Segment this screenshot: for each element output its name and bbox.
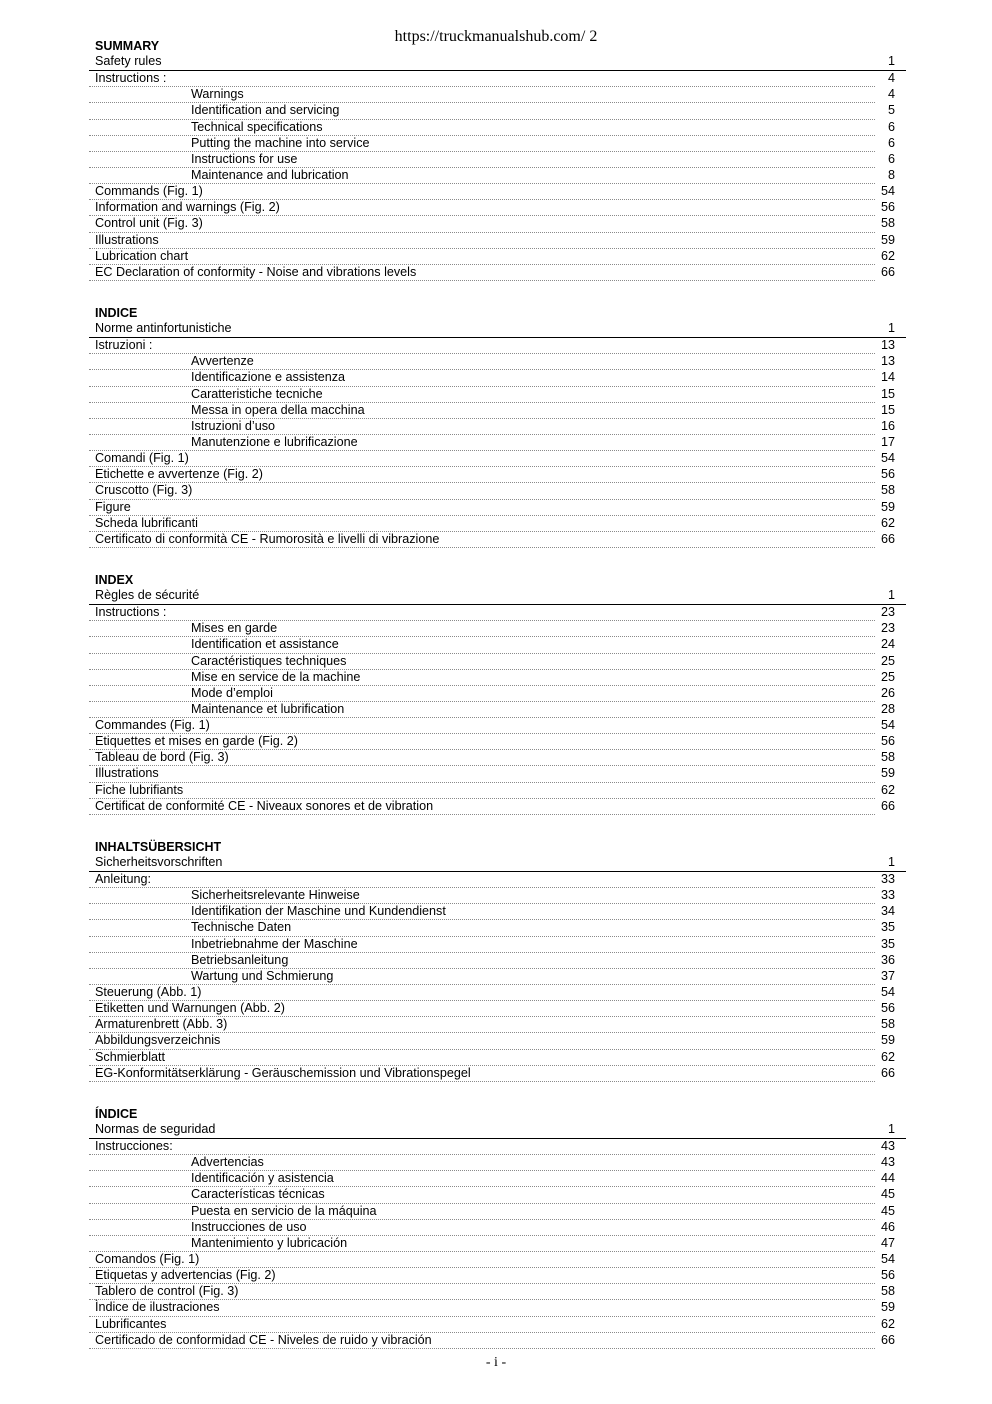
toc-entry: [89, 953, 906, 969]
toc-entry-page: 56: [880, 1001, 895, 1016]
toc-entry-page: 45: [880, 1187, 895, 1202]
table-of-contents: [89, 37, 906, 1372]
toc-entry: [89, 387, 906, 403]
toc-entry: [89, 249, 906, 265]
toc-entry: [89, 370, 906, 386]
toc-entry: [89, 1252, 906, 1268]
toc-entry: [89, 1236, 906, 1252]
toc-entry-label: Scheda lubrificanti: [95, 515, 198, 530]
toc-section: [89, 304, 906, 548]
section-title: INDICE: [95, 305, 138, 320]
toc-entry-label: Schmierblatt: [95, 1049, 165, 1064]
toc-entry: [89, 1066, 906, 1082]
toc-entry: [89, 605, 906, 621]
toc-entry-page: 58: [880, 1284, 895, 1299]
toc-entry-label: Figure: [95, 499, 131, 514]
toc-entry: [89, 532, 906, 548]
toc-entry: [89, 888, 906, 904]
toc-entry-label: Lubrication chart: [95, 248, 189, 263]
toc-entry: [89, 1122, 906, 1139]
dotted-leader: [89, 280, 875, 281]
toc-entry: [89, 1050, 906, 1066]
toc-entry-label: Instrucciones:: [95, 1139, 173, 1154]
toc-entry: [89, 1284, 906, 1300]
toc-entry-label: Instructions :: [95, 605, 167, 620]
toc-entry-page: 6: [887, 119, 895, 134]
toc-entry-label: Commandes (Fig. 1): [95, 718, 210, 733]
toc-entry-label: Messa in opera della macchina: [191, 402, 365, 417]
toc-entry: [89, 403, 906, 419]
toc-entry-label: Maintenance and lubrication: [191, 167, 349, 182]
toc-entry-label: Putting the machine into service: [191, 135, 370, 150]
page-number-footer: - i -: [485, 1355, 507, 1370]
toc-entry-page: 43: [880, 1155, 895, 1170]
toc-entry: [89, 120, 906, 136]
toc-entry-label: Wartung und Schmierung: [191, 968, 334, 983]
toc-entry-page: 59: [880, 232, 895, 247]
toc-section: [89, 1105, 906, 1349]
toc-entry-page: 35: [880, 920, 895, 935]
toc-entry: [89, 321, 906, 338]
toc-entry: [89, 419, 906, 435]
toc-entry-label: Etichette e avvertenze (Fig. 2): [95, 467, 263, 482]
toc-entry-label: Technical specifications: [191, 119, 323, 134]
toc-entry-label: Tableau de bord (Fig. 3): [95, 750, 229, 765]
toc-entry: [89, 136, 906, 152]
toc-entry: [89, 855, 906, 872]
toc-entry-label: Anleitung:: [95, 872, 152, 887]
toc-entry-label: Information and warnings (Fig. 2): [95, 200, 280, 215]
toc-entry: [89, 1017, 906, 1033]
toc-entry: [89, 200, 906, 216]
toc-entry-label: Mises en garde: [191, 621, 278, 636]
toc-entry-label: Identificación y asistencia: [191, 1171, 334, 1186]
toc-entry-page: 56: [880, 734, 895, 749]
toc-entry-label: Puesta en servicio de la máquina: [191, 1203, 377, 1218]
toc-entry-page: 37: [880, 968, 895, 983]
toc-entry: [89, 904, 906, 920]
toc-entry-page: 66: [880, 798, 895, 813]
toc-entry: [89, 783, 906, 799]
toc-entry-page: 59: [880, 1300, 895, 1315]
toc-entry-label: Ìndice de ilustraciones: [95, 1300, 220, 1315]
toc-entry-page: 66: [880, 1065, 895, 1080]
section-title: INHALTSÜBERSICHT: [95, 839, 222, 854]
toc-entry: [89, 1220, 906, 1236]
toc-entry-page: 1: [887, 320, 895, 335]
toc-entry-label: Warnings: [191, 87, 244, 102]
toc-entry-label: Maintenance et lubrification: [191, 701, 345, 716]
section-title: SUMMARY: [95, 39, 160, 53]
toc-entry-page: 1: [887, 587, 895, 602]
toc-entry: [89, 1001, 906, 1017]
toc-entry-label: Instructions for use: [191, 151, 298, 166]
toc-entry-page: 33: [880, 872, 895, 887]
toc-entry-label: Manutenzione e lubrificazione: [191, 434, 358, 449]
toc-entry-label: Control unit (Fig. 3): [95, 216, 203, 231]
toc-entry-label: EG-Konformitätserklärung - Geräuschemission und Vibrationspegel: [95, 1065, 471, 1080]
toc-entry-page: 5: [887, 103, 895, 118]
toc-entry-page: 58: [880, 483, 895, 498]
header-url[interactable]: https://truckmanualshub.com/ 2: [394, 28, 598, 45]
toc-entry-page: 56: [880, 467, 895, 482]
toc-entry-label: Comandi (Fig. 1): [95, 451, 189, 466]
toc-entry-label: Etiketten und Warnungen (Abb. 2): [95, 1001, 285, 1016]
toc-entry-page: 8: [887, 167, 895, 182]
toc-entry-page: 23: [880, 621, 895, 636]
toc-entry-label: Abbildungsverzeichnis: [95, 1033, 221, 1048]
toc-entry-page: 26: [880, 685, 895, 700]
toc-entry: [89, 969, 906, 985]
toc-entry: [89, 338, 906, 354]
toc-entry-label: Identifikation der Maschine und Kundendienst: [191, 904, 446, 919]
toc-section: [89, 838, 906, 1082]
toc-entry-page: 62: [880, 1049, 895, 1064]
toc-entry-page: 43: [880, 1139, 895, 1154]
toc-entry: [89, 216, 906, 232]
toc-entry-page: 25: [880, 653, 895, 668]
toc-entry: [89, 1300, 906, 1316]
toc-entry-page: 34: [880, 904, 895, 919]
toc-entry-label: EC Declaration of conformity - Noise and vibrations levels: [95, 264, 417, 279]
toc-entry: [89, 435, 906, 451]
toc-entry: [89, 920, 906, 936]
toc-entry: [89, 686, 906, 702]
toc-entry-label: Sicherheitsrelevante Hinweise: [191, 888, 360, 903]
toc-entry-page: 54: [880, 184, 895, 199]
toc-entry-page: 59: [880, 766, 895, 781]
toc-entry: [89, 621, 906, 637]
toc-entry: [89, 734, 906, 750]
toc-entry: [89, 702, 906, 718]
toc-entry-page: 56: [880, 1268, 895, 1283]
toc-entry-page: 6: [887, 135, 895, 150]
toc-section: [89, 37, 906, 281]
toc-entry-page: 17: [880, 434, 895, 449]
toc-entry-label: Identificazione e assistenza: [191, 370, 346, 385]
toc-entry-label: Sicherheitsvorschriften: [95, 854, 223, 869]
toc-entry-label: Normas de seguridad: [95, 1121, 216, 1136]
toc-entry-label: Tablero de control (Fig. 3): [95, 1284, 239, 1299]
toc-entry-label: Armaturenbrett (Abb. 3): [95, 1017, 228, 1032]
toc-entry-label: Instrucciones de uso: [191, 1219, 307, 1234]
toc-entry: [89, 637, 906, 653]
toc-entry-label: Istruzioni d’uso: [191, 418, 275, 433]
toc-entry-label: Etiquetas y advertencias (Fig. 2): [95, 1268, 276, 1283]
toc-entry-page: 15: [880, 402, 895, 417]
toc-entry-label: Identification and servicing: [191, 103, 340, 118]
toc-entry-label: Mantenimiento y lubricación: [191, 1235, 348, 1250]
toc-entry: [89, 500, 906, 516]
dotted-leader: [89, 1348, 875, 1349]
dotted-leader: [89, 1081, 875, 1082]
toc-entry-page: 16: [880, 418, 895, 433]
toc-entry-page: 28: [880, 701, 895, 716]
toc-entry-page: 66: [880, 531, 895, 546]
toc-entry-page: 14: [880, 370, 895, 385]
toc-entry: [89, 588, 906, 605]
toc-entry-page: 1: [887, 854, 895, 869]
toc-entry-label: Etiquettes et mises en garde (Fig. 2): [95, 734, 298, 749]
toc-entry: [89, 1187, 906, 1203]
toc-entry-page: 58: [880, 1017, 895, 1032]
toc-entry-label: Instructions :: [95, 71, 167, 86]
toc-entry: [89, 985, 906, 1001]
toc-entry: [89, 467, 906, 483]
toc-entry: [89, 168, 906, 184]
toc-entry: [89, 872, 906, 888]
toc-entry-page: 66: [880, 1332, 895, 1347]
toc-entry-label: Règles de sécurité: [95, 587, 200, 602]
toc-entry-page: 62: [880, 515, 895, 530]
section-title: INDEX: [95, 572, 134, 587]
toc-entry-page: 54: [880, 451, 895, 466]
toc-entry-label: Caratteristiche tecniche: [191, 386, 323, 401]
toc-entry-page: 1: [887, 54, 895, 68]
toc-entry: [89, 152, 906, 168]
toc-entry-label: Mise en service de la machine: [191, 669, 361, 684]
toc-entry-label: Cruscotto (Fig. 3): [95, 483, 193, 498]
toc-entry-page: 47: [880, 1235, 895, 1250]
toc-entry-label: Caractéristiques techniques: [191, 653, 347, 668]
toc-entry-page: 59: [880, 1033, 895, 1048]
toc-entry: [89, 1033, 906, 1049]
toc-entry: [89, 265, 906, 281]
toc-entry-label: Illustrations: [95, 766, 159, 781]
toc-entry-page: 35: [880, 936, 895, 951]
toc-entry: [89, 766, 906, 782]
dotted-leader: [89, 814, 875, 815]
toc-entry-label: Illustrations: [95, 232, 159, 247]
toc-entry-page: 44: [880, 1171, 895, 1186]
toc-entry-page: 54: [880, 718, 895, 733]
toc-entry-page: 56: [880, 200, 895, 215]
toc-entry-page: 33: [880, 888, 895, 903]
toc-entry-page: 4: [887, 87, 895, 102]
toc-entry-label: Norme antinfortunistiche: [95, 320, 232, 335]
toc-entry-label: Avvertenze: [191, 354, 254, 369]
toc-entry-label: Betriebsanleitung: [191, 952, 289, 967]
toc-entry-page: 54: [880, 985, 895, 1000]
toc-entry-page: 24: [880, 637, 895, 652]
toc-entry-label: Mode d’emploi: [191, 685, 273, 700]
section-title: ÍNDICE: [95, 1106, 138, 1121]
toc-entry: [89, 87, 906, 103]
toc-entry-page: 23: [880, 605, 895, 620]
toc-entry-page: 25: [880, 669, 895, 684]
toc-entry-page: 62: [880, 782, 895, 797]
toc-entry: [89, 750, 906, 766]
toc-entry-label: Commands (Fig. 1): [95, 184, 203, 199]
toc-entry: [89, 1171, 906, 1187]
toc-entry: [89, 718, 906, 734]
toc-entry: [89, 654, 906, 670]
toc-entry-label: Comandos (Fig. 1): [95, 1252, 200, 1266]
toc-entry-page: 4: [887, 71, 895, 86]
toc-entry-page: 15: [880, 386, 895, 401]
toc-entry: [89, 670, 906, 686]
toc-entry-page: 66: [880, 264, 895, 279]
toc-entry-page: 13: [880, 354, 895, 369]
toc-entry: [89, 1204, 906, 1220]
toc-entry: [89, 1317, 906, 1333]
toc-entry: [89, 71, 906, 87]
toc-entry-label: Inbetriebnahme der Maschine: [191, 936, 358, 951]
toc-entry-page: 6: [887, 151, 895, 166]
toc-section: [89, 571, 906, 815]
toc-entry-page: 36: [880, 952, 895, 967]
toc-entry: [89, 1155, 906, 1171]
toc-entry-page: 45: [880, 1203, 895, 1218]
toc-entry-page: 62: [880, 248, 895, 263]
toc-entry-label: Lubrificantes: [95, 1316, 167, 1331]
toc-entry-page: 58: [880, 750, 895, 765]
toc-entry: [89, 233, 906, 249]
toc-entry-page: 62: [880, 1316, 895, 1331]
toc-entry-label: Certificato di conformità CE - Rumorosità e livelli di vibrazione: [95, 531, 440, 546]
toc-entry: [89, 516, 906, 532]
toc-entry: [89, 1333, 906, 1349]
toc-entry-page: 1: [887, 1121, 895, 1136]
toc-entry: [89, 1268, 906, 1284]
toc-entry: [89, 1139, 906, 1155]
toc-entry-label: Identification et assistance: [191, 637, 339, 652]
toc-entry-page: 58: [880, 216, 895, 231]
toc-entry-page: 46: [880, 1219, 895, 1234]
toc-entry: [89, 483, 906, 499]
toc-entry-label: Características técnicas: [191, 1187, 325, 1202]
toc-entry-page: 13: [880, 338, 895, 353]
toc-entry-label: Advertencias: [191, 1155, 264, 1170]
toc-entry: [89, 103, 906, 119]
toc-entry: [89, 799, 906, 815]
toc-entry-label: Certificat de conformité CE - Niveaux sonores et de vibration: [95, 798, 434, 813]
toc-entry-label: Steuerung (Abb. 1): [95, 985, 202, 1000]
toc-entry-label: Safety rules: [95, 54, 162, 68]
toc-entry: [89, 937, 906, 953]
toc-entry: [89, 451, 906, 467]
toc-entry: [89, 184, 906, 200]
dotted-leader: [89, 547, 875, 548]
toc-entry-label: Istruzioni :: [95, 338, 153, 353]
toc-entry-label: Technische Daten: [191, 920, 292, 935]
toc-entry-label: Certificado de conformidad CE - Niveles de ruido y vibración: [95, 1332, 432, 1347]
toc-entry-page: 54: [880, 1252, 895, 1266]
toc-entry: [89, 354, 906, 370]
toc-entry-page: 59: [880, 499, 895, 514]
toc-entry-label: Fiche lubrifiants: [95, 782, 184, 797]
toc-entry: [89, 54, 906, 71]
